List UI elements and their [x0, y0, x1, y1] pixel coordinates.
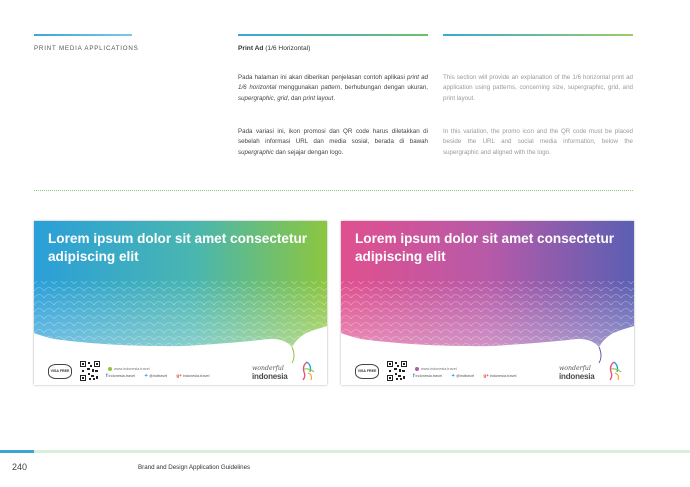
page-number: 240: [12, 462, 28, 472]
guide-title: Brand and Design Application Guidelines: [138, 464, 251, 471]
qr-code-icon: [387, 361, 407, 381]
dotted-divider: [34, 190, 633, 191]
top-rule-right: [443, 34, 633, 36]
ad-title-rest: (1/6 Horizontal): [263, 45, 311, 52]
url-text: www.indonesia.travel: [108, 367, 150, 371]
google-plus-icon: g+: [483, 373, 489, 378]
wonderful-indonesia-logo: wonderful indonesia: [559, 360, 625, 384]
section-label: PRINT MEDIA APPLICATIONS: [34, 45, 139, 52]
facebook-icon: f: [413, 373, 415, 378]
print-ad-pink-purple: [341, 221, 634, 385]
ad-title-bold: Print Ad: [238, 45, 264, 52]
qr-code-icon: [80, 361, 100, 381]
url-text: www.indonesia.travel: [415, 367, 457, 371]
twitter-icon: ✦: [144, 373, 149, 378]
visa-free-badge: VISA FREE: [48, 364, 72, 379]
social-media-row: findonesia.travel ✦@indtravel g+indonesia.travel: [413, 373, 517, 378]
social-media-row: findonesia.travel ✦@indtravel g+indonesia.travel: [106, 373, 210, 378]
top-rule-left: [34, 34, 132, 36]
facebook-icon: f: [106, 373, 108, 378]
ad-headline: Lorem ipsum dolor sit amet consectetur adipiscing elit: [355, 231, 615, 264]
indonesian-paragraph-1: Pada halaman ini akan diberikan penjelasan contoh aplikasi print ad 1/6 horizontal menggunakan pattern, berhubungan dengan ukuran, supergraphic, grid, dan print layout.: [238, 74, 428, 102]
english-paragraph-1: This section will provide an explanation of the 1/6 horizontal print ad application using patterns, concerning size, supergraphic, grid, and print layout.: [443, 74, 633, 102]
ad-footer: [34, 358, 327, 385]
ad-footer: [341, 358, 634, 385]
english-paragraph-2: In this variation, the promo icon and the QR code must be placed beside the URL and social media information, below the supergraphic and aligned with the logo.: [443, 128, 633, 156]
ad-title: [238, 45, 310, 52]
wonderful-indonesia-logo: wonderful indonesia: [252, 360, 318, 384]
ad-headline: Lorem ipsum dolor sit amet consectetur adipiscing elit: [48, 231, 308, 264]
garuda-mark-icon: [296, 360, 318, 382]
visa-free-badge: VISA FREE: [355, 364, 379, 379]
footer-rule: [0, 450, 690, 453]
globe-icon: [108, 367, 112, 371]
indonesian-paragraph-2: Pada variasi ini, ikon promosi dan QR code harus diletakkan di sebelah informasi URL dan media sosial, berada di bawah supergraphic dan sejajar dengan logo.: [238, 128, 428, 156]
globe-icon: [415, 367, 419, 371]
garuda-mark-icon: [603, 360, 625, 382]
google-plus-icon: g+: [176, 373, 182, 378]
twitter-icon: ✦: [451, 373, 456, 378]
print-ad-blue-green: [34, 221, 327, 385]
top-rule-middle: [238, 34, 428, 36]
